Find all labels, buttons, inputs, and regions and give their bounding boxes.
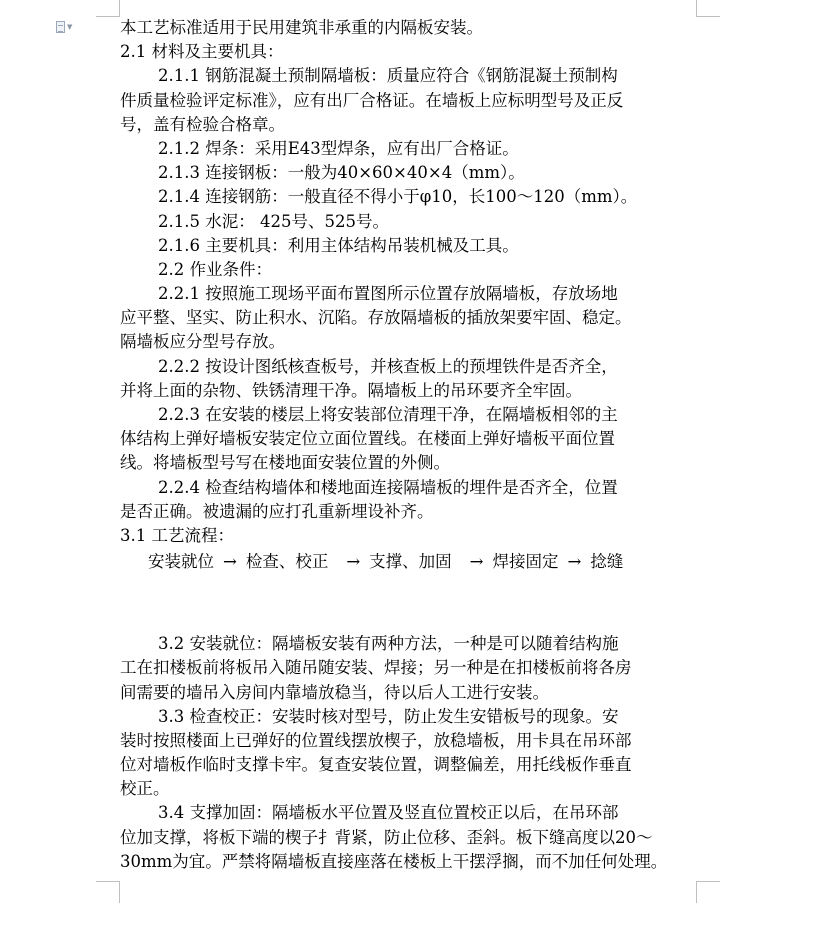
- arrow-right-icon: →: [469, 552, 484, 572]
- flow-step: 支撑、加固: [369, 552, 452, 572]
- paragraph-line: 2.2.3 在安装的楼层上将安装部位清理干净，在隔墙板相邻的主: [158, 405, 618, 424]
- paragraph-line: 3.4 支撑加固：隔墙板水平位置及竖直位置校正以后，在吊环部: [158, 803, 619, 823]
- paragraph-line: 间需要的墙吊入房间内靠墙放稳当，待以后人工进行安装。: [120, 682, 549, 702]
- paragraph-line: 件质量检验评定标准》，应有出厂合格证。在墙板上应标明型号及正反: [120, 90, 624, 110]
- paragraph-line: 30mm为宜。严禁将隔墙板直接座落在楼板上干摆浮搁，而不加任何处理。: [120, 851, 668, 871]
- paragraph-line: 位加支撑，将板下端的楔子扌背紧，防止位移、歪斜。板下缝高度以20～: [120, 827, 653, 847]
- document-page-icon: [56, 21, 65, 33]
- flow-step: 检查、校正: [245, 552, 329, 572]
- paragraph-line: 校正。: [120, 779, 170, 799]
- paragraph-line: 位对墙板作临时支撑卡牢。复查安装位置，调整偏差，用托线板作垂直: [120, 755, 632, 775]
- chevron-down-icon: ▼: [67, 22, 73, 31]
- paragraph-line: 3.3 检查校正：安装时核对型号，防止发生安错板号的现象。安: [158, 706, 619, 726]
- paragraph-line: 2.2.4 检查结构墙体和楼地面连接隔墙板的埋件是否齐全，位置: [158, 477, 618, 497]
- document-body: [120, 16, 700, 874]
- arrow-right-icon: →: [567, 552, 582, 572]
- crop-mark-bottom-right-v: [696, 881, 697, 903]
- paragraph-line: 是否正确。被遗漏的应打孔重新埋设补齐。: [120, 501, 434, 521]
- paragraph-line: 3.2 安装就位：隔墙板安装有两种方法，一种是可以随着结构施: [158, 634, 619, 654]
- section-heading: 2.2 作业条件：: [158, 259, 272, 279]
- paragraph-line: 2.2.1 按照施工现场平面布置图所示位置存放隔墙板，存放场地: [158, 284, 618, 304]
- crop-mark-top-left-v: [119, 0, 120, 16]
- flow-step: 焊接固定: [492, 552, 559, 572]
- paragraph-line: 工在扣楼板前将板吊入随吊随安装、焊接；另一种是在扣楼板前将各房: [120, 658, 632, 678]
- document-menu-icon[interactable]: [56, 20, 84, 34]
- crop-mark-bottom-right-h: [696, 881, 720, 882]
- paragraph-line: 并将上面的杂物、铁锈清理干净。隔墙板上的吊环要齐全牢固。: [120, 380, 582, 400]
- paragraph-line: 2.1.3 连接钢板：一般为40×60×40×4（mm）。: [158, 163, 525, 183]
- paragraph-line: 号，盖有检验合格章。: [120, 114, 285, 134]
- paragraph-line: 装时按照楼面上已弹好的位置线摆放楔子，放稳墙板，用卡具在吊环部: [120, 730, 632, 750]
- spacer: [120, 576, 700, 632]
- crop-mark-top-right-v: [696, 0, 697, 16]
- arrow-right-icon: →: [223, 552, 237, 572]
- arrow-right-icon: →: [346, 552, 361, 572]
- section-heading: 3.1 工艺流程：: [120, 525, 234, 545]
- paragraph-line: 2.1.5 水泥： 425号、525号。: [158, 211, 389, 231]
- paragraph-line: 线。将墙板型号写在楼地面安装位置的外侧。: [120, 453, 450, 473]
- crop-mark-top-left-h: [96, 16, 120, 17]
- section-heading: 2.1 材料及主要机具：: [120, 42, 284, 62]
- paragraph-line: 隔墙板应分型号存放。: [120, 332, 285, 352]
- crop-mark-bottom-left-v: [119, 881, 120, 903]
- flow-step: 安装就位: [148, 552, 214, 572]
- paragraph-line: 2.1.1 钢筋混凝土预制隔墙板：质量应符合《钢筋混凝土预制构: [158, 66, 618, 86]
- flow-step: 捻缝: [590, 552, 624, 572]
- paragraph-line: 2.1.6 主要机具：利用主体结构吊装机械及工具。: [158, 235, 519, 255]
- paragraph-line: 2.2.2 按设计图纸核查板号，并核查板上的预埋铁件是否齐全，: [158, 356, 618, 376]
- paragraph-line: 本工艺标准适用于民用建筑非承重的内隔板安装。: [120, 18, 483, 37]
- paragraph-line: 应平整、坚实、防止积水、沉陷。存放隔墙板的插放架要牢固、稳定。: [120, 308, 632, 328]
- paragraph-line: 2.1.4 连接钢筋：一般直径不得小于φ10，长100～120（mm）。: [158, 187, 638, 207]
- process-flow: [120, 548, 700, 576]
- paragraph-line: 2.1.2 焊条：采用E43型焊条，应有出厂合格证。: [158, 138, 519, 158]
- crop-mark-bottom-left-h: [96, 881, 120, 882]
- paragraph-line: 体结构上弹好墙板安装定位立面位置线。在楼面上弹好墙板平面位置: [120, 429, 615, 449]
